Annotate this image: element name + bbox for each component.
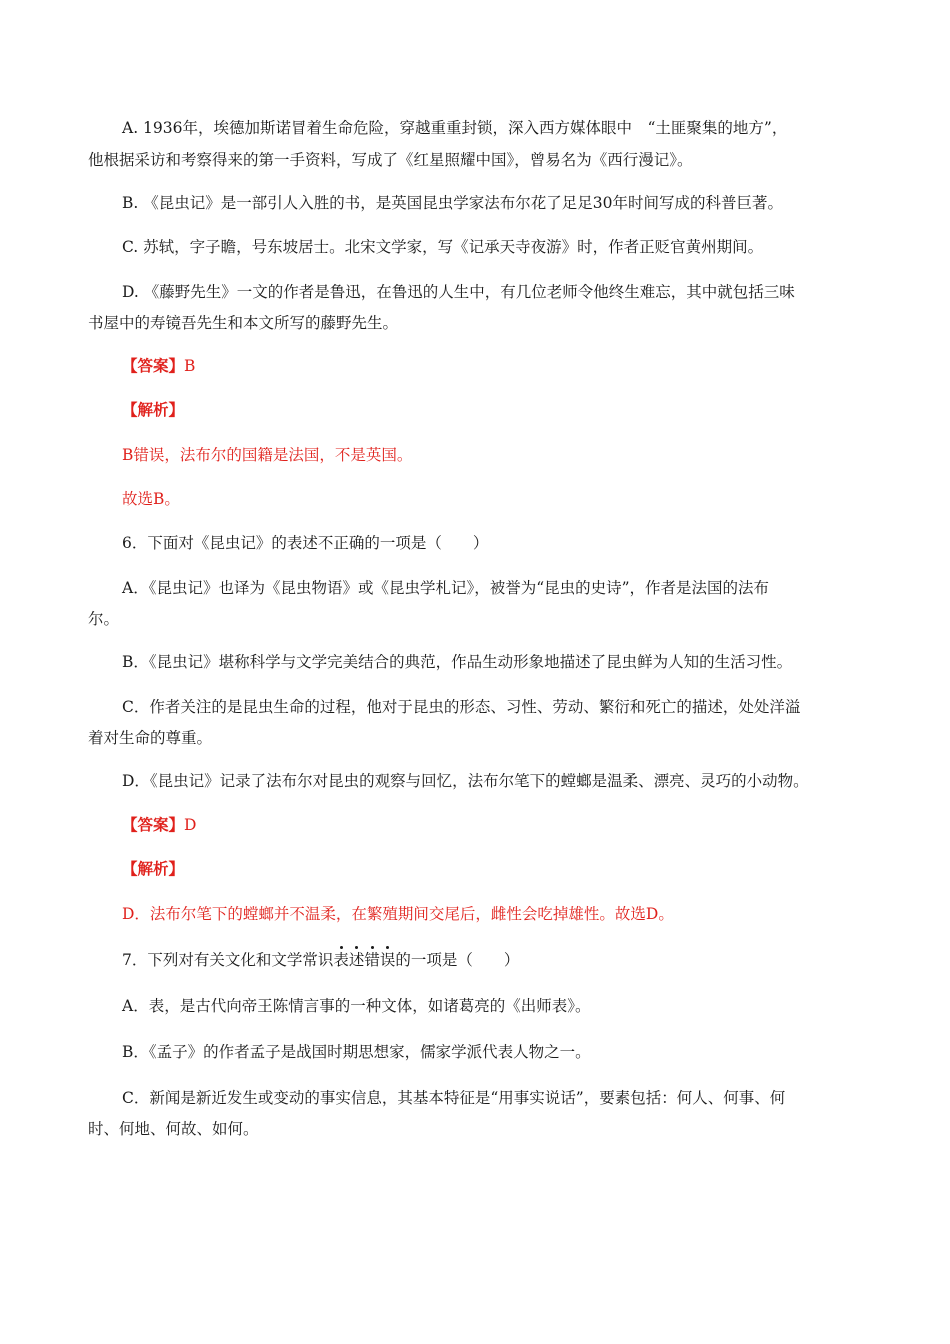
- q6-answer: [122, 815, 196, 835]
- q7-option-c-line1: C．新闻是新近发生或变动的事实信息，其基本特征是“用事实说话”，要素包括：何人、何事、何: [122, 1089, 786, 1107]
- q5-option-a-line1: A. 1936年，埃德加斯诺冒着生命危险，穿越重重封锁，深入西方媒体眼中 “土匪聚集的地方”，: [122, 119, 788, 137]
- q6-option-b: B．《昆虫记》堪称科学与文学完美结合的典范，作品生动形象地描述了昆虫鲜为人知的生活习性。: [122, 653, 793, 671]
- emphasis-dots: [333, 940, 395, 949]
- q7-option-c-line2: 时、何地、何故、如何。: [88, 1120, 259, 1138]
- q7-question-pre: 7．下列对有关文化和文学常识: [122, 951, 334, 969]
- q5-option-b: B. 《昆虫记》是一部引人入胜的书，是英国昆虫学家法布尔花了足足30年时间写成的科普巨著。: [122, 194, 783, 212]
- q7-question-emphasis: [333, 951, 395, 969]
- q6-option-c-line1: C．作者关注的是昆虫生命的过程，他对于昆虫的形态、习性、劳动、繁衍和死亡的描述，处处洋溢: [122, 698, 801, 716]
- q5-answer: [122, 356, 195, 376]
- q7-question-post: 的一项是（ ）: [395, 951, 520, 969]
- q7-option-b: B．《孟子》的作者孟子是战国时期思想家，儒家学派代表人物之一。: [122, 1043, 591, 1061]
- q7-question: [122, 950, 519, 970]
- emphasis-text: 表述错误: [333, 951, 396, 969]
- q6-analysis-text: D．法布尔笔下的螳螂并不温柔，在繁殖期间交尾后，雌性会吃掉雄性。故选D。: [122, 905, 674, 923]
- answer-tag: 【答案】: [122, 356, 185, 375]
- q5-analysis-text: B错误，法布尔的国籍是法国，不是英国。: [122, 446, 413, 464]
- q6-analysis-tag: 【解析】: [122, 859, 185, 878]
- answer-value: B: [184, 357, 196, 375]
- q5-option-a-line2: 他根据采访和考察得来的第一手资料，写成了《红星照耀中国》，曾易名为《西行漫记》。: [88, 151, 693, 169]
- answer-value: D: [184, 816, 197, 834]
- q6-option-c-line2: 着对生命的尊重。: [88, 729, 213, 747]
- answer-tag: 【答案】: [122, 815, 185, 834]
- q7-option-a: A．表，是古代向帝王陈情言事的一种文体，如诸葛亮的《出师表》。: [122, 997, 591, 1015]
- q5-option-d-line2: 书屋中的寿镜吾先生和本文所写的藤野先生。: [88, 314, 399, 332]
- q5-option-c: C. 苏轼，字子瞻，号东坡居士。北宋文学家，写《记承天寺夜游》时，作者正贬官黄州期间。: [122, 238, 764, 256]
- q5-option-d-line1: D. 《藤野先生》一文的作者是鲁迅，在鲁迅的人生中，有几位老师令他终生难忘，其中就包括三味: [122, 283, 795, 301]
- q6-option-a-line2: 尔。: [88, 610, 120, 628]
- q6-option-d: D．《昆虫记》记录了法布尔对昆虫的观察与回忆，法布尔笔下的螳螂是温柔、漂亮、灵巧的小动物。: [122, 772, 809, 790]
- q5-analysis-tag: 【解析】: [122, 400, 185, 419]
- q6-question: 6．下面对《昆虫记》的表述不正确的一项是（ ）: [122, 534, 489, 552]
- q6-option-a-line1: A．《昆虫记》也译为《昆虫物语》或《昆虫学札记》，被誉为“昆虫的史诗”，作者是法国的法布: [122, 579, 770, 597]
- q5-analysis-conclusion: 故选B。: [122, 490, 180, 508]
